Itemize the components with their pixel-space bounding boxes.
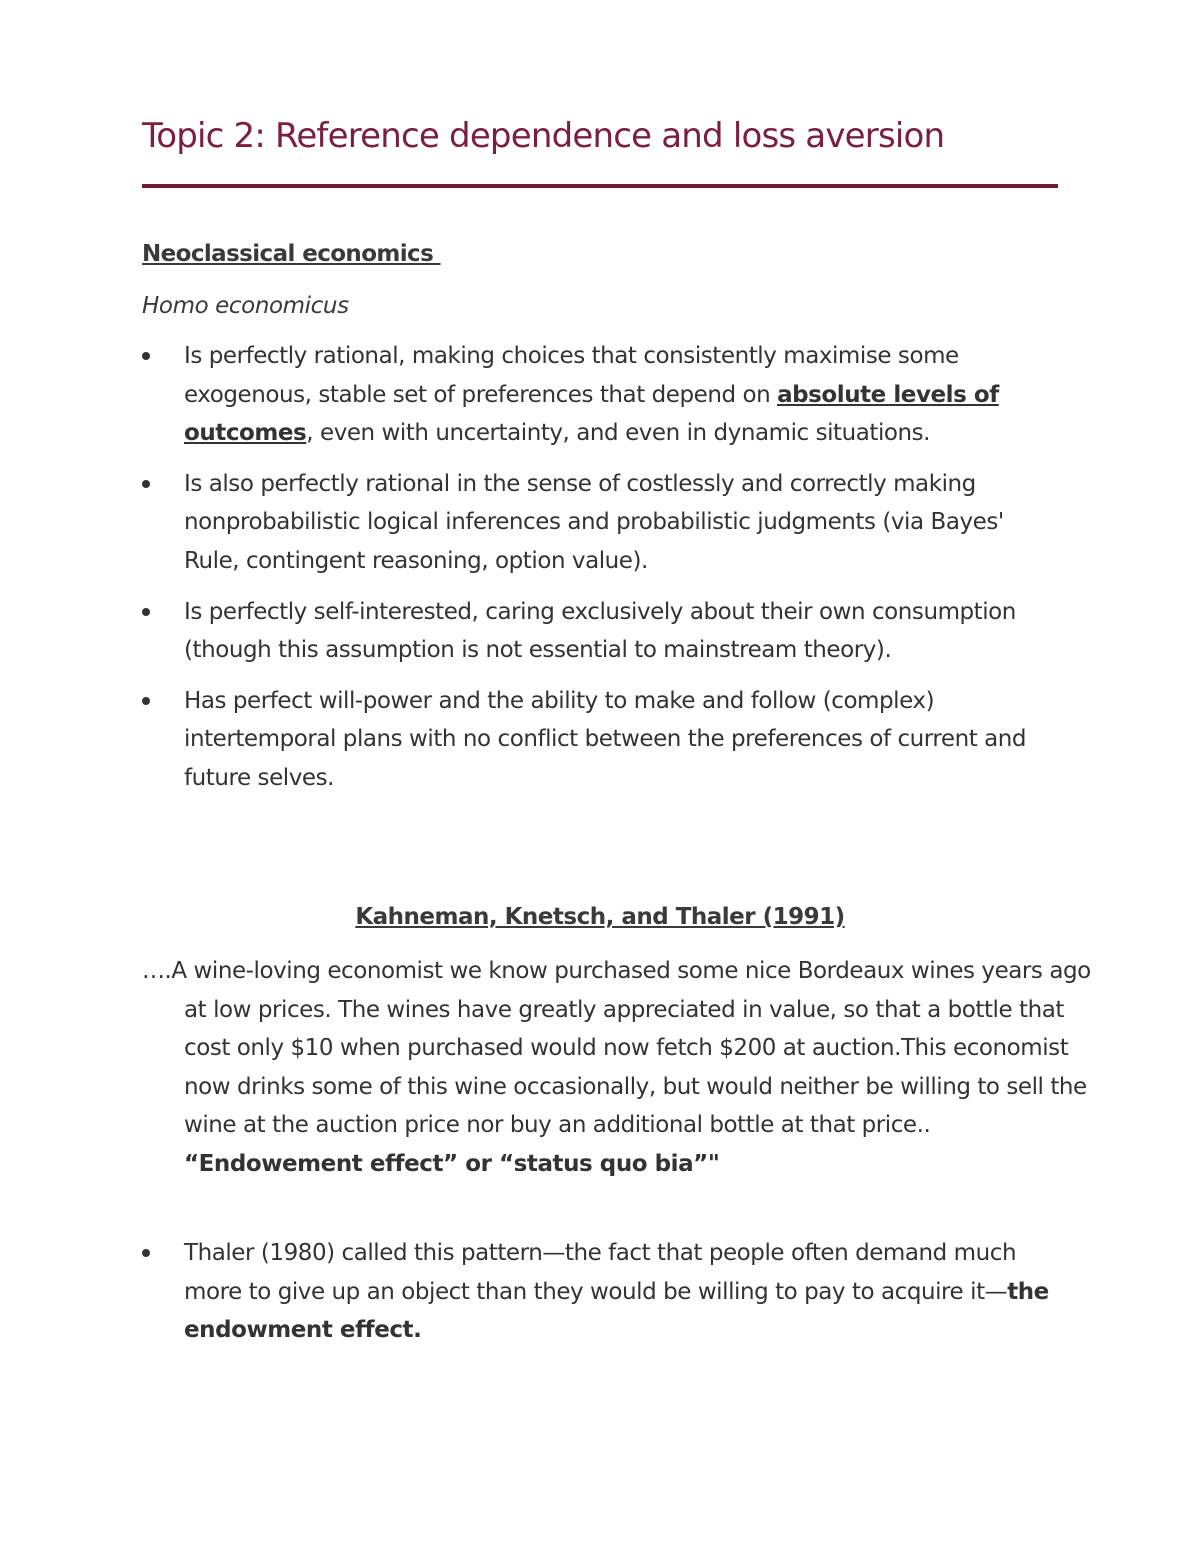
bullet-icon — [142, 1249, 150, 1257]
neoclassical-bullet-list — [142, 337, 1062, 810]
bullet-emphasis: absolute levels of outcomes — [184, 381, 999, 447]
bullet-icon — [142, 480, 150, 488]
list-item — [142, 682, 1062, 798]
bullet-text: , even with uncertainty, and even in dynamic situations. — [306, 420, 931, 447]
title-divider — [142, 184, 1058, 188]
bullet-text: Has perfect will-power and the ability to make and follow (complex) intertemporal plans with no conflict between the preferences of current and future selves. — [184, 687, 1027, 791]
list-item — [142, 1234, 1062, 1350]
bullet-bold-term: the endowment effect. — [184, 1278, 1049, 1344]
bullet-text: Thaler (1980) called this pattern—the fact that people often demand much more to give up an object than they would be willing to pay to acquire it— — [184, 1240, 1017, 1305]
quote-text: ….A wine-loving economist we know purchased some nice Bordeaux wines years ago at low prices. The wines have greatly appreciated in value, so that a bottle that cost only $10 when purchased would now fetch $200 at auction.This economist now drinks some of this wine occasionally, but would neither be willing to sell the wine at the auction price nor buy an additional bottle at that price.. — [142, 958, 1091, 1139]
bullet-icon — [142, 352, 150, 360]
endowment-bullet-list — [142, 1234, 1062, 1362]
wine-economist-quote — [142, 952, 1104, 1184]
bullet-text: Is perfectly self-interested, caring exclusively about their own consumption (though this assumption is not essential to mainstream theory). — [184, 598, 1016, 664]
bullet-text: Is perfectly rational, making choices that consistently maximise some exogenous, stable set of preferences that depend on — [184, 343, 959, 408]
page-title: Topic 2: Reference dependence and loss aversion — [142, 116, 945, 156]
list-item — [142, 337, 1062, 453]
quote-bold-term: “Endowement effect” or “status quo bia”" — [184, 1150, 720, 1177]
section-heading-neoclassical: Neoclassical economics — [142, 241, 441, 267]
list-item — [142, 593, 1062, 670]
bullet-icon — [142, 697, 150, 705]
subheading-homo-economicus: Homo economicus — [142, 293, 349, 319]
bullet-text: Is also perfectly rational in the sense of costlessly and correctly making nonprobabilistic logical inferences and probabilistic judgments (via Bayes' Rule, contingent reasoning, option value). — [184, 470, 1004, 574]
section-heading-kkt-1991: Kahneman, Knetsch, and Thaler (1991) — [355, 904, 845, 930]
list-item — [142, 465, 1062, 581]
bullet-icon — [142, 608, 150, 616]
